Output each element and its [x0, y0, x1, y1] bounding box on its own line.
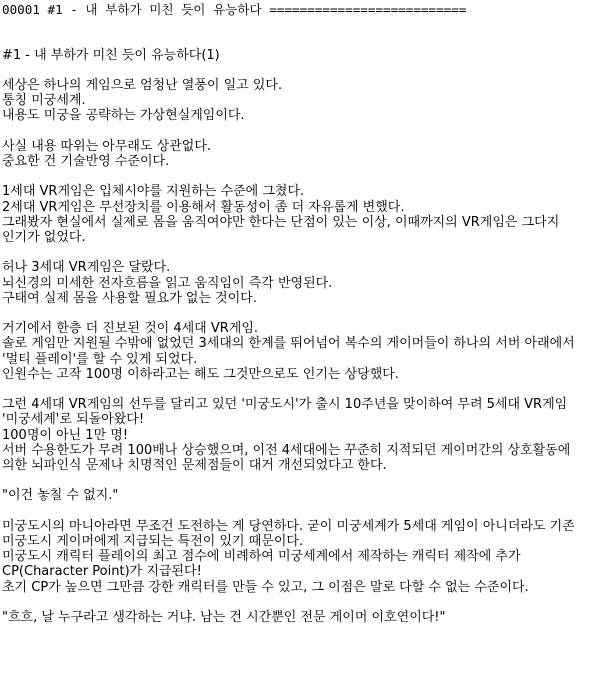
text-line: 인원수는 고작 100명 이하라고는 해도 그것만으로도 인기는 상당했다. [2, 366, 399, 382]
paragraph [2, 321, 592, 382]
text-line: 그런 4세대 VR게임의 선두를 달리고 있던 '미궁도시'가 출시 10주년을 맞이하여 무려 5세대 VR게임 '미궁세계'로 되돌아왔다! [2, 397, 572, 428]
text-line: 100명이 아닌 1만 명! [2, 427, 129, 443]
text-line: 뇌신경의 미세한 전자흐름을 읽고 움직임이 즉각 반영된다. [2, 275, 333, 291]
blank-line [2, 17, 592, 32]
document-body [2, 78, 592, 625]
blank-line [2, 169, 592, 184]
text-line: 미궁도시 캐릭터 플레이의 최고 점수에 비례하여 미궁세계에서 제작하는 캐릭터 제작에 추가 CP(Character Point)가 지급된다! [2, 549, 525, 580]
paragraph [2, 519, 592, 595]
text-line: 중요한 건 기술반영 수준이다. [2, 153, 170, 169]
blank-line [2, 306, 592, 321]
text-line: 2세대 VR게임은 무선장치를 이용해서 활동성이 좀 더 자유롭게 변했다. [2, 199, 405, 215]
text-line: 통칭 미궁세계. [2, 93, 86, 109]
document-header: 00001 #1 - 내 부하가 미친 듯이 유능하다 ========================== [2, 2, 467, 17]
blank-line [2, 504, 592, 519]
blank-line [2, 382, 592, 397]
blank-line [2, 63, 592, 78]
text-line: 그래봤자 현실에서 실제로 몸을 움직여야만 한다는 단점이 있는 이상, 이때까지의 VR게임은 그다지 인기가 없었다. [2, 214, 564, 245]
blank-line [2, 473, 592, 488]
paragraph [2, 610, 592, 625]
blank-line [2, 32, 592, 47]
paragraph [2, 397, 592, 473]
paragraph [2, 184, 592, 245]
blank-line [2, 595, 592, 610]
text-line: 솔로 게임만 지원될 수밖에 없었던 3세대의 한계를 뛰어넘어 복수의 게이머들이 하나의 서버 아래에서 '멀티 플레이'를 할 수 있게 되었다. [2, 336, 579, 367]
blank-line [2, 124, 592, 139]
text-line: 초기 CP가 높으면 그만큼 강한 캐릭터를 만들 수 있고, 그 이점은 말로 다할 수 없는 수준이다. [2, 579, 529, 595]
text-line: 내용도 미궁을 공략하는 가상현실게임이다. [2, 108, 245, 124]
text-line: 허나 3세대 VR게임은 달랐다. [2, 260, 171, 276]
text-line: "흐흐, 날 누구라고 생각하는 거냐. 남는 건 시간뿐인 전문 게이머 이호연이다!" [2, 609, 446, 625]
text-line: 1세대 VR게임은 입체시야를 지원하는 수준에 그쳤다. [2, 184, 305, 200]
text-line: 사실 내용 따위는 아무래도 상관없다. [2, 138, 212, 154]
paragraph [2, 78, 592, 124]
text-line: 미궁도시의 마니아라면 무조건 도전하는 게 당연하다. 굳이 미궁세계가 5세대 게임이 아니더라도 기존 미궁도시 게이머에게 지급되는 특전이 있기 때문이다. [2, 518, 579, 549]
paragraph [2, 260, 592, 306]
blank-line [2, 245, 592, 260]
text-line: 구태여 실제 몸을 사용할 필요가 없는 것이다. [2, 290, 257, 306]
text-line: 거기에서 한층 더 진보된 것이 4세대 VR게임. [2, 321, 259, 337]
text-line: 서버 수용한도가 무려 100배나 상승했으며, 이전 4세대에는 꾸준히 지적되던 게이머간의 상호활동에 의한 뇌파인식 문제나 치명적인 문제점들이 대거 개선되었다고 한다. [2, 442, 575, 473]
paragraph [2, 139, 592, 169]
text-line: "이건 놓칠 수 없지." [2, 488, 119, 504]
paragraph [2, 488, 592, 503]
text-line: 세상은 하나의 게임으로 엄청난 열풍이 일고 있다. [2, 77, 283, 93]
chapter-title: #1 - 내 부하가 미친 듯이 유능하다(1) [2, 47, 220, 63]
